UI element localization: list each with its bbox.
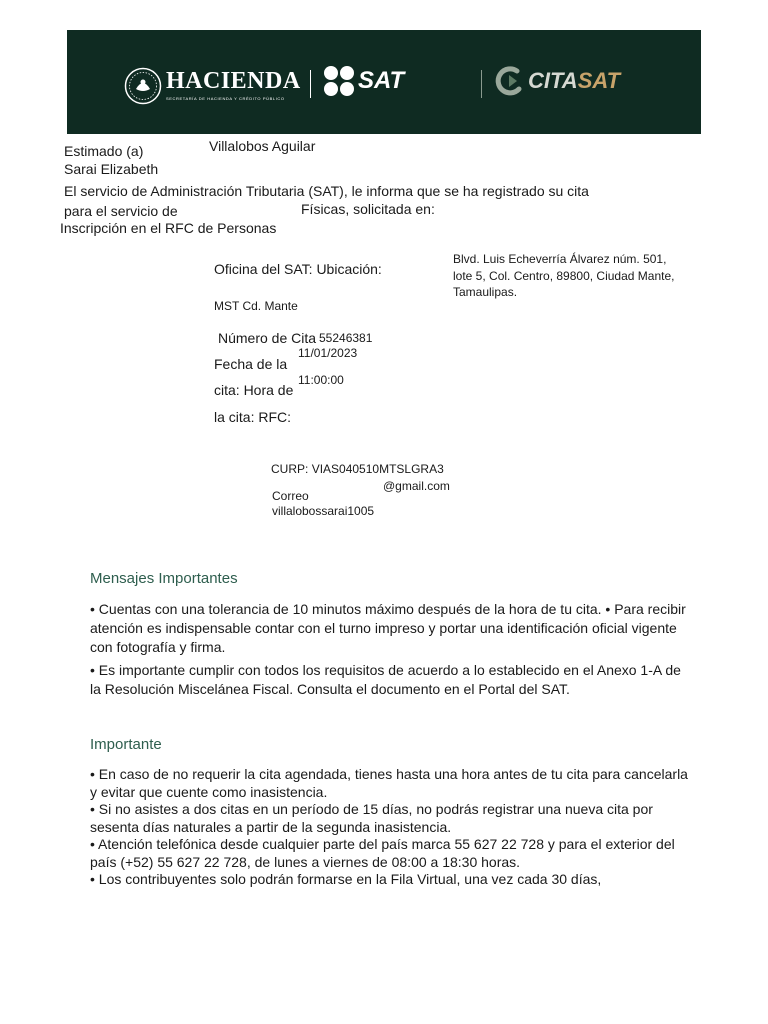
- logo-divider: [310, 70, 311, 98]
- sat-logo: SAT: [358, 67, 405, 94]
- hacienda-logo: HACIENDA: [166, 68, 301, 94]
- first-names: Sarai Elizabeth: [64, 161, 159, 177]
- address-line-2: lote 5, Col. Centro, 89800, Ciudad Mante,: [453, 269, 675, 283]
- email-domain: @gmail.com: [383, 479, 450, 493]
- date-value: 11/01/2023: [298, 346, 358, 360]
- address-line-3: Tamaulipas.: [453, 285, 518, 299]
- important-bullet-4: • Los contribuyentes solo podrán formarse en la Fila Virtual, una vez cada 30 días,: [90, 871, 602, 887]
- email-label: Correo: [272, 489, 309, 503]
- intro-line-2: para el servicio de: [64, 203, 178, 219]
- email-user: villalobossarai1005: [272, 504, 375, 518]
- curp-label: [271, 462, 444, 477]
- important-bullet-1: • En caso de no requerir la cita agendada, tienes hasta una hora antes de tu cita para cancelarla y evitar que cuente como inasistencia.: [90, 766, 688, 800]
- rfc-label: la cita: RFC:: [214, 409, 292, 425]
- office-name: MST Cd. Mante: [214, 299, 298, 313]
- messages-paragraph-1: • Cuentas con una tolerancia de 10 minutos máximo después de la hora de tu cita. • Para recibir atención es indispensable contar con el turno impreso y portar una identificación oficial vigente con fotografía y firma.: [90, 601, 686, 655]
- appointment-number-label: Número de Cita: [218, 330, 317, 346]
- citasat-logo: [528, 68, 620, 94]
- messages-paragraph-2: • Es importante cumplir con todos los requisitos de acuerdo a lo establecido en el Anexo 1-A de la Resolución Miscelánea Fiscal. Consulta el documento en el Portal del SAT.: [90, 662, 681, 697]
- header-banner: [67, 30, 701, 134]
- messages-title: Mensajes Importantes: [90, 570, 238, 587]
- citasat-logo-icon: [495, 65, 525, 97]
- address-line-1: Blvd. Luis Echeverría Álvarez núm. 501,: [453, 252, 667, 266]
- intro-line-1: El servicio de Administración Tributaria (SAT), le informa que se ha registrado su cita: [64, 183, 589, 199]
- office-label: Oficina del SAT: Ubicación:: [214, 261, 382, 277]
- sat-logo-icon: [323, 65, 355, 97]
- citasat-logo-part2: SAT: [577, 68, 621, 93]
- citasat-logo-part1: CITA: [528, 68, 578, 93]
- intro-line-2b: Físicas, solicitada en:: [301, 201, 435, 217]
- curp-value: VIAS040510MTSLGRA3: [311, 462, 444, 476]
- important-bullet-2: • Si no asistes a dos citas en un período de 15 días, no podrás registrar una nueva cita por sesenta días naturales a partir de la segunda inasistencia.: [90, 801, 653, 835]
- time-value: 11:00:00: [298, 373, 344, 387]
- logo-divider: [481, 70, 482, 98]
- curp-label-text: CURP:: [271, 462, 309, 476]
- time-label: cita: Hora de: [214, 382, 294, 398]
- appointment-number-value: 55246381: [319, 331, 373, 345]
- salutation: Estimado (a): [64, 143, 144, 159]
- hacienda-subtitle: SECRETARÍA DE HACIENDA Y CRÉDITO PÚBLICO: [166, 96, 285, 101]
- last-names: Villalobos Aguilar: [209, 138, 316, 154]
- important-title: Importante: [90, 736, 162, 753]
- mexico-seal-icon: [124, 67, 162, 105]
- intro-line-3: Inscripción en el RFC de Personas: [60, 220, 277, 236]
- important-bullet-3: • Atención telefónica desde cualquier parte del país marca 55 627 22 728 y para el exterior del país (+52) 55 627 22 728, de lunes a viernes de 08:00 a 18:30 horas.: [90, 836, 675, 870]
- date-label: Fecha de la: [214, 356, 288, 372]
